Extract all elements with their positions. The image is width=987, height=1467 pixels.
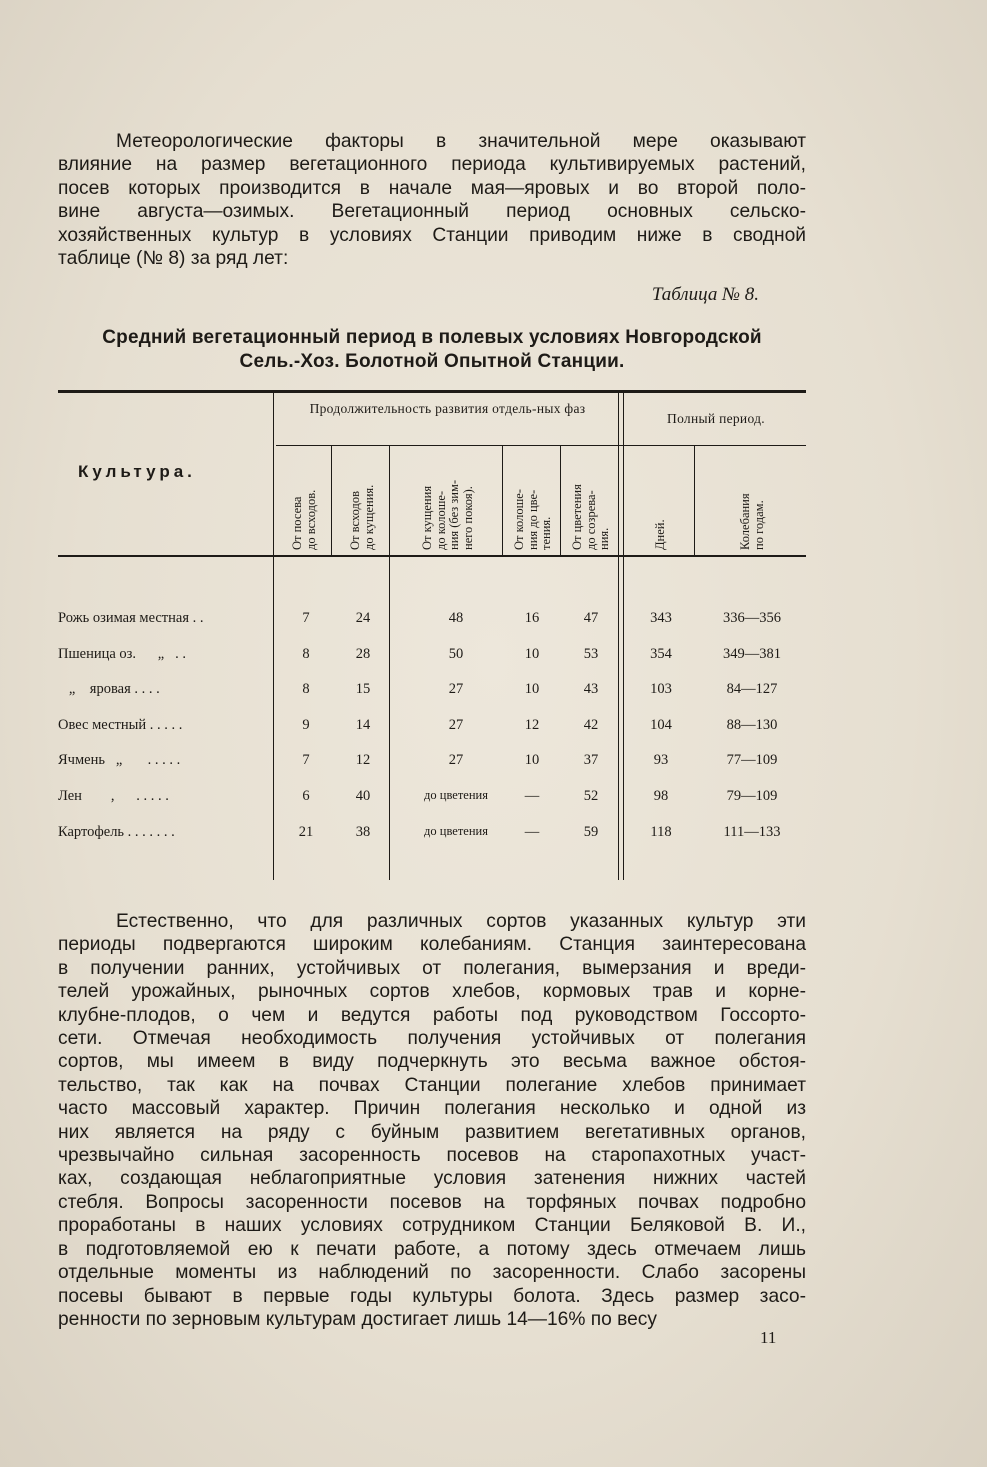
column-header-7 — [739, 493, 766, 550]
phase-duration-header: Продолжительность развития отдель-ных фаз — [309, 401, 586, 416]
table-row — [58, 752, 806, 776]
body-line: телей урожайных, рыночных сортов хлебов, кормовых трав и корне- — [58, 981, 806, 1003]
table-top-rule — [58, 390, 806, 393]
table-row — [58, 610, 806, 634]
table-cell: 111—133 — [723, 823, 781, 840]
intro-line: влияние на размер вегетационного периода культивируемых растений, — [58, 154, 806, 176]
crop-name: Пшеница оз. „ . . — [58, 645, 186, 662]
table-title-line-1: Средний вегетационный период в полевых условиях Новгородской — [102, 327, 762, 348]
crop-name: Лен , . . . . . — [58, 788, 169, 804]
table-cell: 343 — [650, 610, 672, 626]
body-line: в получении ранних, устойчивых от полегания, вымерзания и вреди- — [58, 957, 806, 979]
table-title — [58, 326, 806, 374]
column-header-line: Колебания — [737, 493, 752, 550]
table-cell: 88—130 — [726, 716, 778, 733]
column-header-line: От кущения — [419, 485, 434, 550]
body-line: чрезвычайно сильная засоренность посевов на старопахотных участ- — [58, 1145, 806, 1167]
table-cell: 40 — [355, 788, 371, 804]
table-cell: 53 — [583, 645, 599, 662]
column-header-5 — [571, 484, 612, 550]
column-header-line: От всходов — [347, 490, 362, 550]
table-cell: 354 — [650, 645, 672, 662]
table-cell: 24 — [355, 610, 371, 626]
table-cell: 47 — [583, 610, 599, 626]
column-header-line: до созрева- — [583, 490, 598, 550]
col-rule-6 — [694, 446, 695, 556]
table-cell: 27 — [448, 716, 464, 733]
column-header-6 — [654, 519, 668, 550]
column-header-line: От колоше- — [511, 489, 526, 550]
body-line: ренности по зерновым культурам достигает лишь 14—16% по весу — [58, 1308, 657, 1330]
crop-name: Рожь озимая местная . . — [58, 610, 204, 626]
body-line: них является на ряду с буйным развитием вегетативных органов, — [58, 1121, 806, 1143]
page-number: 11 — [760, 1328, 777, 1347]
intro-line: хозяйственных культур в условиях Станции приводим ниже в сводной — [58, 224, 806, 246]
column-header-line: От цветения — [569, 484, 584, 550]
full-period-header: Полный период. — [667, 411, 765, 426]
body-line: ках, создающая неблагоприятные условия затенения нижних частей — [58, 1168, 806, 1190]
table-row — [58, 788, 806, 812]
body-paragraph — [58, 910, 806, 1331]
column-header-line: Дней. — [653, 519, 668, 550]
column-header-line: до колоше- — [433, 490, 447, 550]
table-cell: 52 — [583, 788, 599, 804]
table-cell: 10 — [524, 681, 540, 698]
table-cell: 15 — [355, 681, 371, 698]
table-cell: 43 — [583, 681, 599, 698]
table-cell: 103 — [650, 681, 672, 698]
body-line: периоды подвергаются широким колебаниям. Станция заинтересована — [58, 934, 806, 956]
table-cell: 84—127 — [726, 681, 778, 698]
body-line: тельство, так как на почвах Станции полегание хлебов принимает — [58, 1074, 806, 1096]
column-header-4 — [513, 489, 554, 550]
column-header-line: по годам. — [751, 500, 765, 550]
column-header-line: От посева — [289, 496, 304, 550]
table-cell: 12 — [355, 752, 371, 769]
col-rule-4 — [560, 446, 561, 556]
table-cell: 42 — [583, 716, 599, 733]
table-row — [58, 646, 806, 670]
table-cell: 10 — [524, 645, 540, 662]
column-header-2 — [349, 485, 376, 550]
table-cell: — — [524, 823, 540, 840]
table-cell: до цветения — [424, 788, 488, 802]
table-cell: 6 — [302, 788, 310, 804]
table-cell: 50 — [448, 645, 464, 662]
table-cell: 28 — [355, 645, 371, 662]
table-cell: 48 — [448, 610, 464, 626]
body-line: в подготовляемой ею к печати работе, а потому здесь отмечаем лишь — [58, 1238, 806, 1260]
culture-header: Культура. — [78, 462, 196, 481]
table-cell: до цветения — [424, 823, 488, 838]
header-sub-rule — [276, 445, 806, 446]
table-cell: 37 — [583, 752, 599, 769]
column-header-line: до всходов. — [303, 489, 317, 550]
col-rule-1 — [331, 446, 332, 556]
crop-name: Овес местный . . . . . — [58, 716, 183, 733]
table-cell: 38 — [355, 823, 371, 840]
table-label: Таблица № 8. — [651, 284, 759, 305]
column-header-line: до кущения. — [361, 484, 375, 550]
body-line: сортов, мы имеем в виду подчеркнуть это весьма важное обстоя- — [58, 1051, 806, 1073]
body-line: Естественно, что для различных сортов указанных культур эти — [116, 911, 806, 932]
intro-line: вине августа—озимых. Вегетационный период основных сельско- — [58, 201, 806, 223]
table-row — [58, 717, 806, 741]
intro-line: посев которых производится в начале мая—яровых и во второй поло- — [58, 177, 806, 199]
table-cell: 104 — [650, 716, 672, 733]
table-cell: 27 — [448, 752, 464, 769]
intro-line: таблице (№ 8) за ряд лет: — [58, 248, 289, 270]
table-row — [58, 681, 806, 705]
table-cell: 14 — [355, 716, 371, 733]
body-line: отдельные моменты из наблюдений по засоренности. Слабо засорены — [58, 1262, 806, 1284]
table-cell: 16 — [524, 610, 540, 626]
crop-name: Картофель . . . . . . . — [58, 823, 175, 840]
table-cell: 10 — [524, 752, 540, 769]
table-cell: 118 — [650, 823, 672, 840]
column-header-line: тения. — [538, 516, 553, 550]
table-title-line-2: Сель.-Хоз. Болотной Опытной Станции. — [239, 351, 625, 372]
intro-paragraph — [58, 130, 806, 270]
column-header-3 — [421, 480, 475, 550]
table-cell: 349—381 — [723, 645, 781, 662]
column-header-line: него покоя). — [460, 486, 474, 550]
table-cell: 27 — [448, 681, 464, 698]
column-header-line: ния до цве- — [525, 489, 540, 550]
intro-line: Метеорологические факторы в значительной мере оказывают — [116, 131, 806, 152]
body-line: клубне-плодов, о чем и ведутся работы под руководством Госсорто- — [58, 1004, 806, 1026]
table-cell: 8 — [302, 681, 310, 698]
table-cell: 336—356 — [723, 610, 781, 626]
column-header-line: ния (без зим- — [446, 479, 461, 550]
body-line: стебля. Вопросы засоренности посевов на торфяных почвах подробно — [58, 1191, 806, 1213]
table-cell: 77—109 — [726, 752, 778, 769]
column-header-line: ния. — [596, 527, 611, 550]
vegetation-table — [58, 390, 806, 882]
table-cell: 12 — [524, 716, 540, 733]
table-cell: 7 — [302, 610, 310, 626]
table-cell: 21 — [298, 823, 314, 840]
table-cell: 59 — [583, 823, 599, 840]
table-cell: 98 — [653, 788, 669, 804]
table-cell: 7 — [302, 752, 310, 769]
table-row — [58, 824, 806, 848]
body-line: проработаны в наших условиях сотрудником Станции Беляковой В. И., — [58, 1215, 806, 1237]
body-line: посевы бывают в первые годы культуры болота. Здесь размер засо- — [58, 1285, 806, 1307]
crop-name: Ячмень „ . . . . . — [58, 752, 181, 769]
col-rule-3 — [502, 446, 503, 556]
body-line: сети. Отмечая необходимость получения устойчивых от полегания — [58, 1028, 806, 1050]
table-cell: 8 — [302, 645, 310, 662]
table-cell: — — [524, 788, 540, 804]
column-header-1 — [291, 490, 318, 550]
crop-name: „ яровая . . . . — [58, 681, 160, 698]
table-cell: 93 — [653, 752, 669, 769]
table-cell: 9 — [302, 716, 310, 733]
body-line: часто массовый характер. Причин полегания несколько и одной из — [58, 1098, 806, 1120]
table-cell: 79—109 — [726, 788, 778, 804]
